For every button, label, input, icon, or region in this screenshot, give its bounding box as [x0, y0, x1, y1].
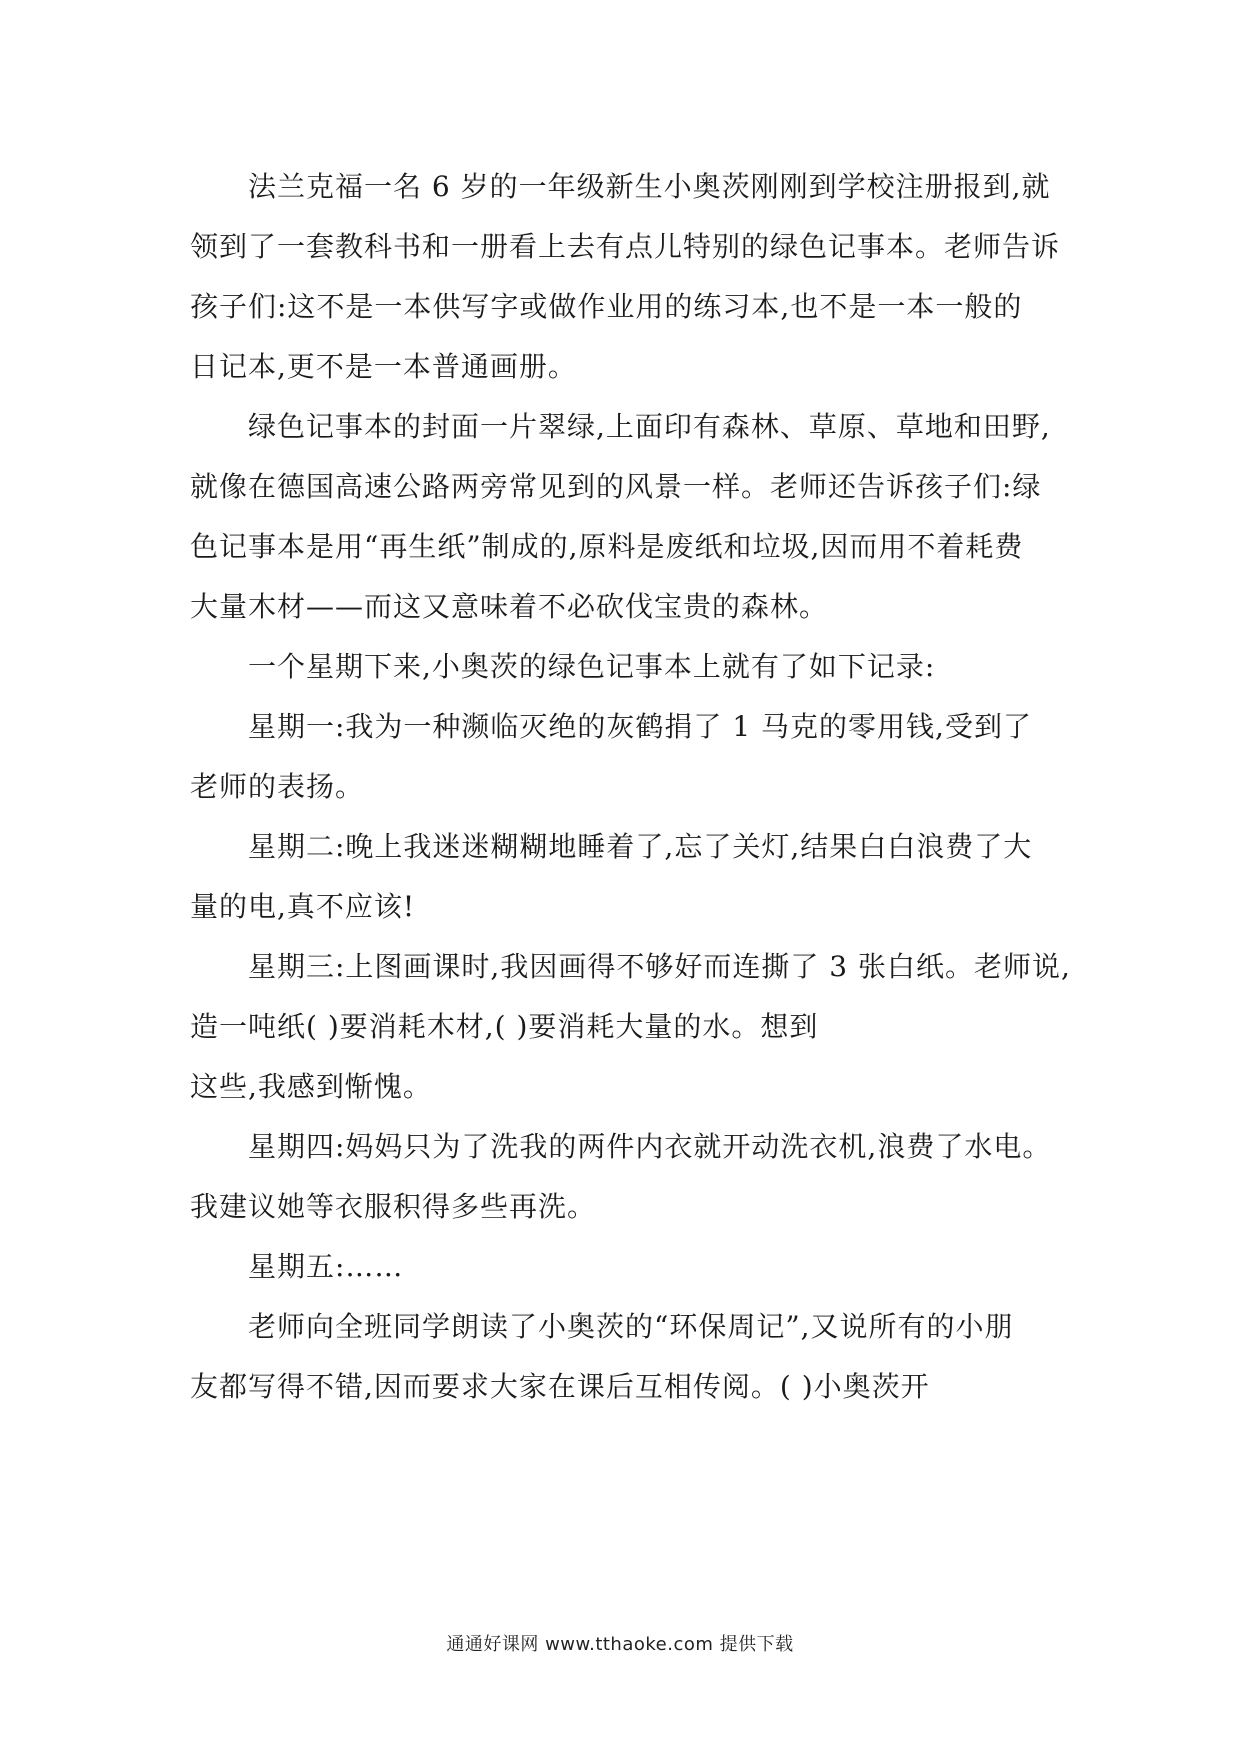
paragraph-line: 造一吨纸( )要消耗木材,( )要消耗大量的水。想到: [190, 1010, 819, 1043]
article-body: [190, 157, 1070, 1417]
paragraph-line: 领到了一套教科书和一册看上去有点儿特别的绿色记事本。老师告诉: [190, 230, 1061, 263]
paragraph-line: 量的电,真不应该!: [190, 890, 416, 923]
paragraph-line: 星期二:晚上我迷迷糊糊地睡着了,忘了关灯,结果白白浪费了大: [248, 830, 1033, 863]
paragraph-line: 这些,我感到惭愧。: [190, 1070, 432, 1103]
paragraph-line: 星期一:我为一种濒临灭绝的灰鹤捐了 1 马克的零用钱,受到了: [248, 710, 1032, 743]
paragraph-line: 法兰克福一名 6 岁的一年级新生小奥茨刚刚到学校注册报到,就: [248, 170, 1051, 203]
paragraph-line: 友都写得不错,因而要求大家在课后互相传阅。( )小奥茨开: [190, 1370, 930, 1403]
paragraph-line: 星期三:上图画课时,我因画得不够好而连撕了 3 张白纸。老师说,: [248, 950, 1071, 983]
paragraph-line: 色记事本是用“再生纸”制成的,原料是废纸和垃圾,因而用不着耗费: [190, 530, 1024, 563]
paragraph-line: 大量木材——而这又意味着不必砍伐宝贵的森林。: [190, 590, 829, 623]
paragraph-line: 老师向全班同学朗读了小奥茨的“环保周记”,又说所有的小朋: [248, 1310, 1014, 1343]
paragraph-line: 一个星期下来,小奥茨的绿色记事本上就有了如下记录:: [248, 650, 936, 683]
paragraph-line: 老师的表扬。: [190, 770, 365, 803]
paragraph-line: 星期四:妈妈只为了洗我的两件内衣就开动洗衣机,浪费了水电。: [248, 1130, 1052, 1163]
paragraph-line: 就像在德国高速公路两旁常见到的风景一样。老师还告诉孩子们:绿: [190, 470, 1042, 503]
paragraph-line: 孩子们:这不是一本供写字或做作业用的练习本,也不是一本一般的: [190, 290, 1023, 323]
paragraph-line: 日记本,更不是一本普通画册。: [190, 350, 577, 383]
paragraph-line: 绿色记事本的封面一片翠绿,上面印有森林、草原、草地和田野,: [248, 410, 1051, 443]
page-footer: 通通好课网 www.tthaoke.com 提供下载: [446, 1634, 794, 1655]
paragraph-line: 星期五:……: [248, 1250, 404, 1283]
paragraph-line: 我建议她等衣服积得多些再洗。: [190, 1190, 597, 1223]
